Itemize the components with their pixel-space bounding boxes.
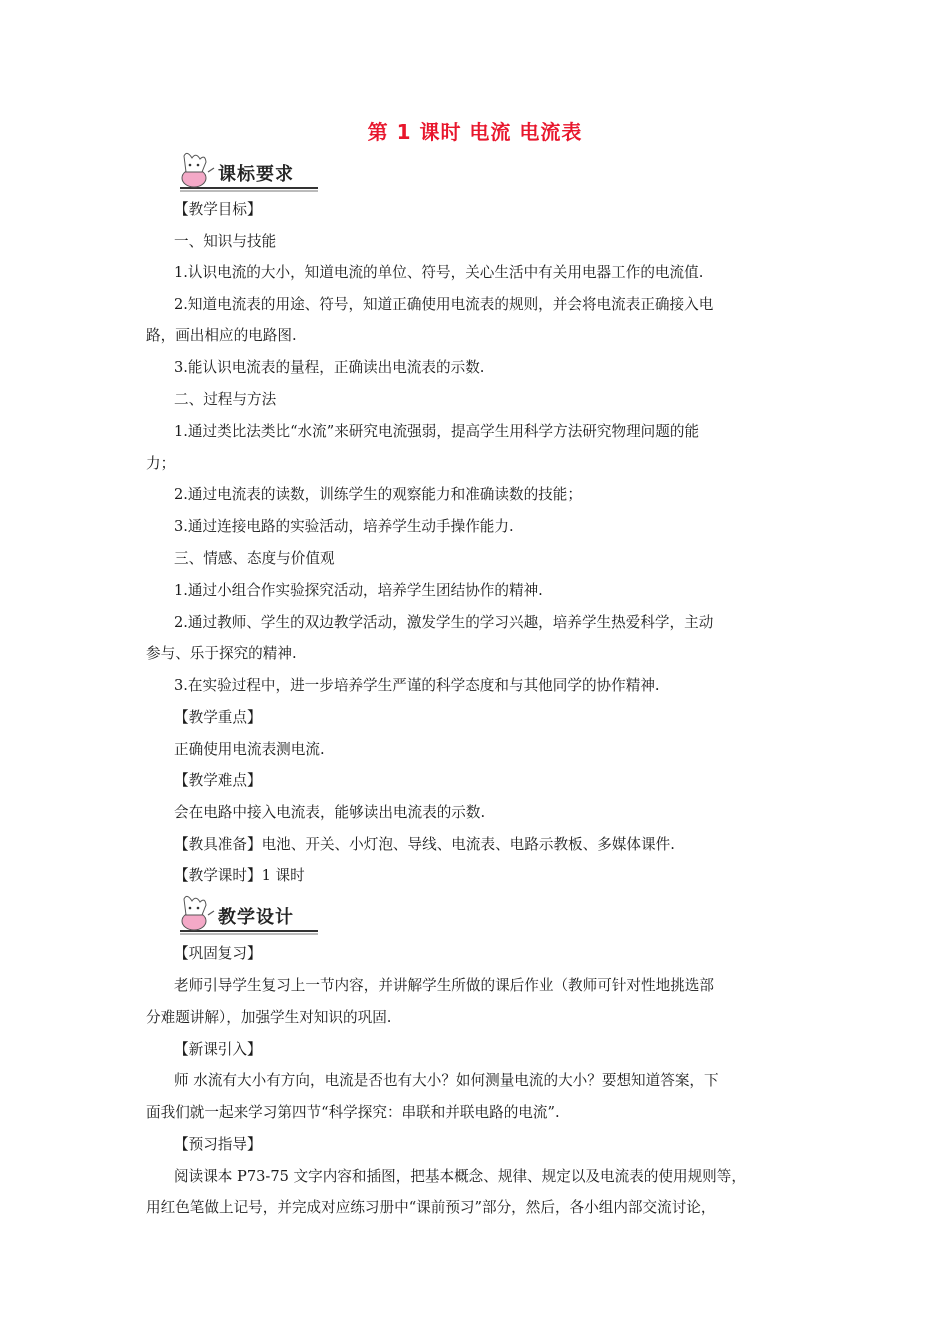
paragraph-line: 1.通过小组合作实验探究活动，培养学生团结协作的精神.: [174, 582, 543, 599]
banner-label: 教学设计: [218, 907, 294, 928]
paragraph-line: 力；: [146, 455, 176, 472]
paragraph-line: 师 水流有大小有方向，电流是否也有大小？如何测量电流的大小？要想知道答案，下: [174, 1072, 719, 1089]
paragraph-line: 【教学课时】1 课时: [174, 867, 305, 884]
paragraph-line: 1.通过类比法类比“水流”来研究电流强弱，提高学生用科学方法研究物理问题的能: [174, 423, 700, 440]
paragraph-line: 正确使用电流表测电流.: [174, 741, 325, 758]
paragraph-line: 阅读课本 P73-75 文字内容和插图，把基本概念、规律、规定以及电流表的使用规则等，: [174, 1168, 746, 1185]
paragraph-line: 1.认识电流的大小，知道电流的单位、符号，关心生活中有关用电器工作的电流值.: [174, 264, 704, 281]
paragraph-line: 3.能认识电流表的量程，正确读出电流表的示数.: [174, 359, 485, 376]
heading-teaching-goals: 【教学目标】: [174, 201, 262, 218]
paragraph-line: 会在电路中接入电流表，能够读出电流表的示数.: [174, 804, 486, 821]
paragraph-line: 【教具准备】电池、开关、小灯泡、导线、电流表、电路示教板、多媒体课件.: [174, 836, 675, 853]
paragraph-line: 老师引导学生复习上一节内容，并讲解学生所做的课后作业（教师可针对性地挑选部: [174, 977, 714, 994]
paragraph-line: 参与、乐于探究的精神.: [146, 645, 297, 662]
heading-difficulties: 【教学难点】: [174, 772, 262, 789]
page-title: 第 1 课时 电流 电流表: [367, 120, 583, 144]
heading-new-lesson: 【新课引入】: [174, 1041, 262, 1058]
subheading-process: 二、过程与方法: [174, 391, 277, 408]
paragraph-line: 2.知道电流表的用途、符号，知道正确使用电流表的规则，并会将电流表正确接入电: [174, 296, 714, 313]
banner-label: 课标要求: [218, 164, 294, 185]
subheading-emotion: 三、情感、态度与价值观: [174, 550, 335, 567]
paragraph-line: 2.通过电流表的读数，训练学生的观察能力和准确读数的技能；: [174, 486, 582, 503]
heading-review: 【巩固复习】: [174, 945, 262, 962]
heading-key-points: 【教学重点】: [174, 709, 262, 726]
paragraph-line: 路，画出相应的电路图.: [146, 327, 297, 344]
paragraph-line: 用红色笔做上记号，并完成对应练习册中“课前预习”部分，然后，各小组内部交流讨论，: [146, 1199, 716, 1216]
subheading-knowledge: 一、知识与技能: [174, 233, 277, 250]
paragraph-line: 分难题讲解），加强学生对知识的巩固.: [146, 1009, 392, 1026]
paragraph-line: 面我们就一起来学习第四节“科学探究：串联和并联电路的电流”.: [146, 1104, 560, 1121]
section-banner-design: [172, 893, 322, 935]
section-banner-requirements: [172, 150, 322, 192]
heading-preview: 【预习指导】: [174, 1136, 262, 1153]
paragraph-line: 3.通过连接电路的实验活动，培养学生动手操作能力.: [174, 518, 514, 535]
paragraph-line: 2.通过教师、学生的双边教学活动，激发学生的学习兴趣，培养学生热爱科学，主动: [174, 614, 714, 631]
paragraph-line: 3.在实验过程中，进一步培养学生严谨的科学态度和与其他同学的协作精神.: [174, 677, 660, 694]
